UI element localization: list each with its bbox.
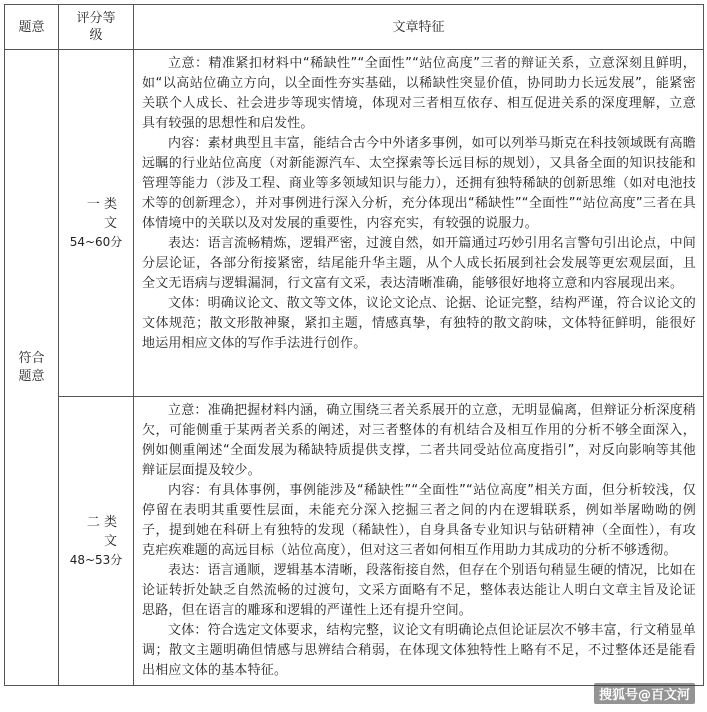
grading-table [4, 4, 704, 686]
grade-row-1 [5, 50, 704, 397]
grade-row-2 [5, 397, 704, 686]
grade-2-range: 48~53分 [69, 552, 123, 567]
grade-1-content [134, 50, 704, 397]
grade-2-content [134, 397, 704, 686]
header-features: 文章特征 [134, 5, 704, 50]
grade-2-content-para: 内容：有具体事例，事例能涉及“稀缺性”“全面性”“站位高度”相关方面，但分析较浅，仅停留在表明其重要性层面，未能充分深入挖掘三者之间的内在逻辑联系，例如举屠呦呦的例子，提到她在科研上有独特的发现（稀缺性），自身具备专业知识与钻研精神（全面性），有攻克疟疾难题的高远目标（站位高度），但对这三者如何相互作用助力其成功的分析不够透彻。 [142, 483, 696, 558]
grade-1-cell [59, 50, 134, 397]
grade-1-range: 54~60分 [69, 234, 123, 249]
header-grade [59, 5, 134, 50]
grade-1-name: 一 类 文 [86, 196, 117, 231]
header-grade-label: 评分等级 [76, 11, 116, 43]
row-group-label [5, 50, 59, 686]
grade-1-intent: 立意：精准紧扣材料中“稀缺性”“全面性”“站位高度”三者的辩证关系，立意深刻且鲜明，如“以高站位确立方向，以全面性夯实基础，以稀缺性突显价值，协同助力长远发展”，能紧密关联个人成长、社会进步等现实情境，体现对三者相互依存、相互促进关系的深度理解，立意具有较强的思想性和启发性。 [142, 56, 696, 131]
header-topic: 题意 [5, 5, 59, 50]
grade-2-cell [59, 397, 134, 686]
grade-1-expression: 表达：语言流畅精炼，逻辑严密，过渡自然，如开篇通过巧妙引用名言警句引出论点，中间分层论证，各部分衔接紧密，结尾能升华主题，从个人成长拓展到社会发展等更宏观层面，且全文无语病与逻辑漏洞，行文富有文采，表达清晰准确，能够很好地将立意和内容展现出来。 [142, 236, 697, 291]
watermark: 搜狐号@百文河 [594, 683, 695, 704]
grade-1-content-para: 内容：素材典型且丰富，能结合古今中外诸多事例，如可以列举马斯克在科技领域既有高瞻远瞩的行业站位高度（对新能源汽车、太空探索等长远目标的规划），又具备全面的知识技能和管理等能力（涉及工程、商业等多领域知识与能力），还拥有独特稀缺的创新思维（如对电池技术等的创新理念），并对事例进行深入分析，充分体现出“稀缺性”“全面性”“站位高度”三者在具体情境中的关联以及对发展的重要性，内容充实，有较强的说服力。 [142, 136, 697, 231]
grade-2-expression: 表达：语言通顺，逻辑基本清晰，段落衔接自然，但存在个别语句稍显生硬的情况，比如在论证转折处缺乏自然流畅的过渡句，文采方面略有不足，整体表达能让人明白文章主旨及论证思路，但在语言的雕琢和逻辑的严谨性上还有提升空间。 [142, 563, 697, 618]
grade-2-intent: 立意：准确把握材料内涵，确立围绕三者关系展开的立意，无明显偏离，但辩证分析深度稍欠，可能侧重于某两者关系的阐述，对三者整体的有机结合及相互作用的分析不够全面深入，例如侧重阐述“全面发展为稀缺特质提供支撑，二者共同受站位高度指引”，对反向影响等其他辩证层面提及较少。 [142, 403, 697, 478]
grade-1-style: 文体：明确议论文、散文等文体，议论文论点、论据、论证完整，结构严谨，符合议论文的文体规范；散文形散神聚，紧扣主题，情感真挚，有独特的散文韵味，文体特征鲜明，能很好地运用相应文体的写作手法进行创作。 [142, 296, 697, 351]
header-row [5, 5, 704, 50]
row-group-label-text: 符合题意 [18, 350, 45, 384]
grade-2-style: 文体：符合选定文体要求，结构完整，议论文有明确论点但论证层次不够丰富，行文稍显单调；散文主题明确但情感与思辨结合稍弱，在体现文体独特性上略有不足，不过整体还是能看出相应文体的基本特征。 [142, 623, 697, 678]
grade-2-name: 二 类 文 [86, 514, 117, 549]
